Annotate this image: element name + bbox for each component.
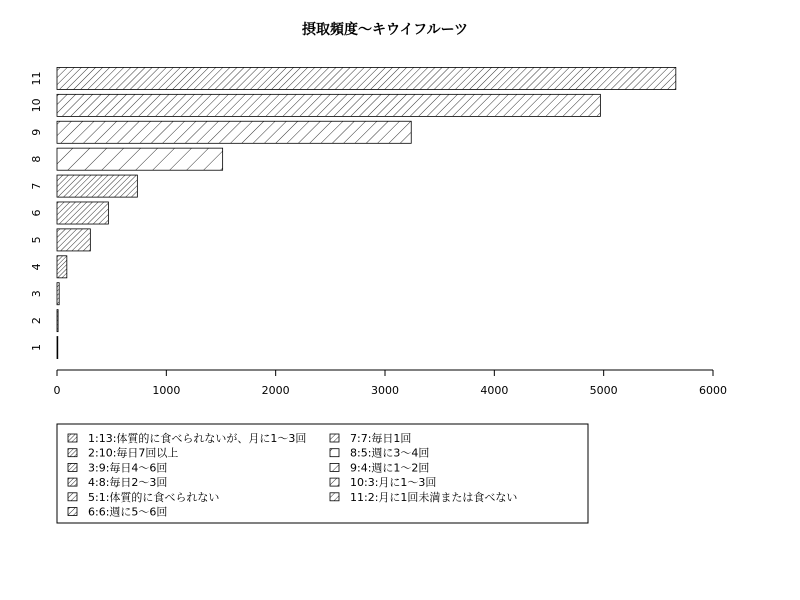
- bar-9: [57, 121, 411, 143]
- legend-swatch: [330, 493, 339, 501]
- legend-swatch: [330, 463, 339, 471]
- y-tick-label: 6: [30, 209, 43, 217]
- legend-swatch: [330, 478, 339, 486]
- bar-7: [57, 175, 137, 197]
- legend-swatch: [330, 434, 339, 442]
- legend-label: 11:2:月に1回未満または食べない: [350, 490, 518, 504]
- y-tick-label: 10: [30, 98, 43, 113]
- x-tick-label: 4000: [480, 384, 509, 397]
- x-tick-label: 6000: [699, 384, 727, 397]
- legend-label: 5:1:体質的に食べられない: [88, 490, 220, 504]
- legend-swatch: [68, 434, 77, 442]
- bar-8: [57, 148, 223, 170]
- legend-label: 3:9:毎日4〜6回: [88, 461, 168, 475]
- legend-swatch: [68, 449, 77, 457]
- y-tick-label: 11: [30, 71, 43, 86]
- x-tick-label: 0: [53, 384, 61, 397]
- legend-label: 2:10:毎日7回以上: [88, 446, 179, 460]
- y-axis: [30, 71, 43, 351]
- y-tick-label: 3: [30, 290, 43, 298]
- bar-10: [57, 94, 600, 116]
- legend-label: 1:13:体質的に食べられないが、月に1〜3回: [88, 432, 307, 445]
- y-tick-label: 1: [30, 344, 43, 352]
- legend: [57, 424, 588, 523]
- bar-2: [57, 310, 58, 332]
- x-tick-label: 1000: [152, 384, 181, 397]
- bar-6: [57, 202, 108, 224]
- legend-swatch: [68, 478, 77, 486]
- legend-label: 7:7:毎日1回: [350, 432, 412, 445]
- x-tick-label: 5000: [589, 384, 618, 397]
- x-axis: [54, 370, 728, 397]
- legend-label: 10:3:月に1〜3回: [350, 476, 437, 490]
- y-tick-label: 2: [30, 317, 43, 325]
- legend-swatch: [68, 463, 77, 471]
- bar-11: [57, 67, 676, 89]
- y-tick-label: 9: [30, 128, 43, 136]
- y-tick-label: 7: [30, 182, 43, 190]
- legend-swatch: [330, 449, 339, 457]
- legend-swatch: [68, 508, 77, 516]
- x-tick-label: 2000: [261, 384, 290, 397]
- bar-5: [57, 229, 90, 251]
- legend-swatch: [68, 493, 77, 501]
- legend-label: 4:8:毎日2〜3回: [88, 476, 168, 490]
- bar-3: [57, 283, 59, 305]
- y-tick-label: 5: [30, 236, 43, 244]
- x-tick-label: 3000: [371, 384, 399, 397]
- legend-label: 6:6:週に5〜6回: [88, 505, 168, 519]
- y-tick-label: 4: [30, 263, 43, 271]
- bars-group: [57, 67, 676, 358]
- bar-4: [57, 256, 67, 278]
- legend-label: 9:4:週に1〜2回: [350, 461, 430, 475]
- chart-title: 摂取頻度〜キウイフルーツ: [301, 22, 469, 38]
- bar-1: [57, 337, 58, 359]
- legend-label: 8:5:週に3〜4回: [350, 446, 430, 460]
- y-tick-label: 8: [30, 155, 43, 163]
